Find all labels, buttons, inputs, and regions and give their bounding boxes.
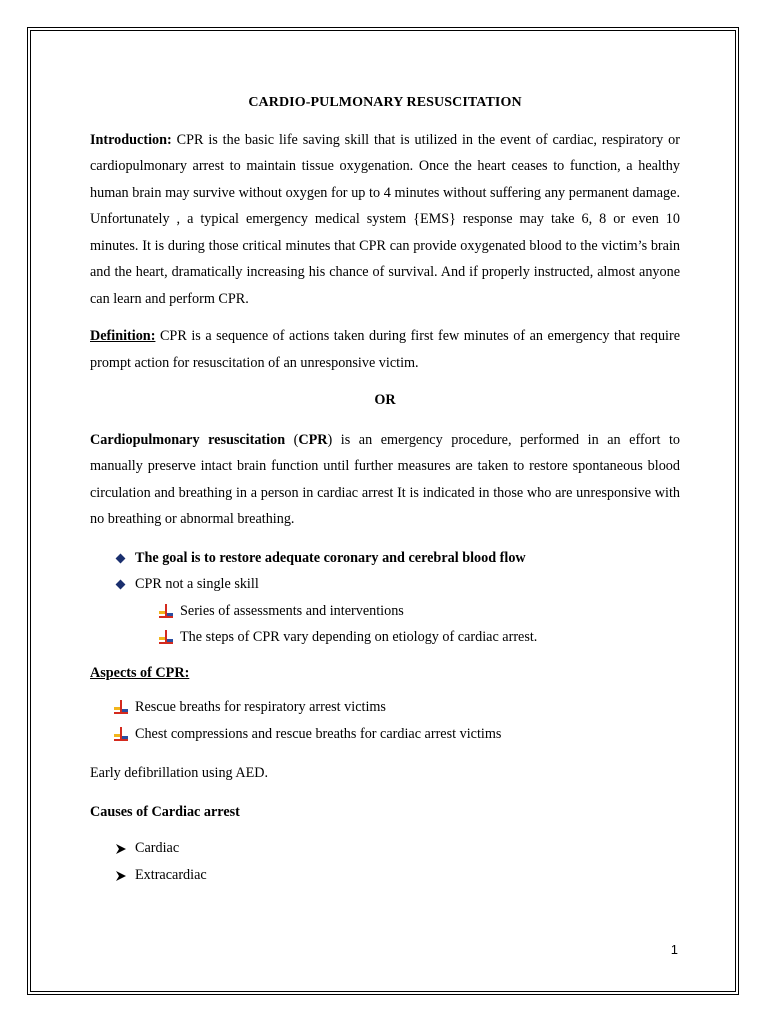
- early-defibrillation-text: Early defibrillation using AED.: [90, 765, 269, 781]
- causes-list: [90, 835, 680, 889]
- flag-bullet-icon: [114, 700, 128, 714]
- cardio-abbr: CPR: [298, 431, 328, 448]
- bullet-text: CPR not a single skill: [135, 576, 259, 592]
- diamond-bullet-icon: [116, 553, 126, 563]
- flag-bullet-icon: [159, 604, 173, 618]
- flag-bullet-icon: [159, 630, 173, 644]
- aspects-item: [90, 721, 680, 748]
- sub-bullet-list: [90, 598, 680, 650]
- cardio-paragraph: [90, 427, 680, 533]
- causes-heading: Causes of Cardiac arrest: [90, 803, 240, 820]
- definition-paragraph: [90, 323, 680, 376]
- arrowhead-bullet-icon: [116, 844, 126, 854]
- page-number: 1: [670, 942, 678, 957]
- causes-item: [90, 862, 680, 889]
- bullet-item-goal: [90, 545, 680, 572]
- sub-bullet-text: Series of assessments and interventions: [180, 602, 404, 619]
- document-body: [90, 90, 680, 889]
- introduction-paragraph: [90, 127, 680, 313]
- aspects-item-text: Chest compressions and rescue breaths for cardiac arrest victims: [135, 726, 502, 742]
- aspects-heading: Aspects of CPR:: [90, 664, 190, 681]
- arrowhead-bullet-icon: [116, 871, 126, 881]
- sub-bullet-text: The steps of CPR vary depending on etiology of cardiac arrest.: [180, 628, 538, 645]
- definition-label: Definition:: [90, 328, 156, 344]
- sub-bullet-item: [90, 598, 680, 624]
- introduction-label: Introduction:: [90, 131, 172, 148]
- document-title: CARDIO-PULMONARY RESUSCITATION: [248, 95, 522, 110]
- or-separator: OR: [374, 392, 396, 408]
- goal-bullet-list: [90, 545, 680, 598]
- bullet-item-skill: [90, 571, 680, 598]
- causes-item: [90, 835, 680, 862]
- cardio-text: ) is an emergency procedure, performed in an effort to manually preserve intact brain function until further measures are taken to restore spontaneous blood circulation and breathing in a person in cardiac arrest It is indicated in those who are unresponsive with no breathing or abnormal breathing.: [90, 431, 680, 527]
- flag-bullet-icon: [114, 727, 128, 741]
- aspects-item-text: Rescue breaths for respiratory arrest victims: [135, 699, 386, 715]
- definition-text: CPR is a sequence of actions taken during first few minutes of an emergency that require prompt action for resuscitation of an unresponsive victim.: [90, 328, 681, 371]
- cardio-open-paren: (: [285, 431, 299, 448]
- causes-item-text: Extracardiac: [135, 867, 207, 883]
- bullet-text: The goal is to restore adequate coronary and cerebral blood flow: [135, 549, 526, 566]
- aspects-list: [90, 694, 680, 748]
- aspects-item: [90, 694, 680, 721]
- cardio-term: Cardiopulmonary resuscitation: [90, 431, 286, 448]
- diamond-bullet-icon: [116, 580, 126, 590]
- sub-bullet-item: [90, 624, 680, 650]
- causes-item-text: Cardiac: [135, 840, 180, 856]
- introduction-text: CPR is the basic life saving skill that is utilized in the event of cardiac, respiratory or cardiopulmonary arrest to maintain tissue oxygenation. Once the heart ceases to function, a healthy human brain may survive without oxygen for up to 4 minutes without suffering any permanent damage. Unfortunately , a typical emergency medical system {EMS} response may take 6, 8 or even 10 minutes. It is during those critical minutes that CPR can provide oxygenated blood to the victim’s brain and the heart, dramatically increasing his chance of survival. And if properly instructed, almost anyone can learn and perform CPR.: [90, 131, 680, 307]
